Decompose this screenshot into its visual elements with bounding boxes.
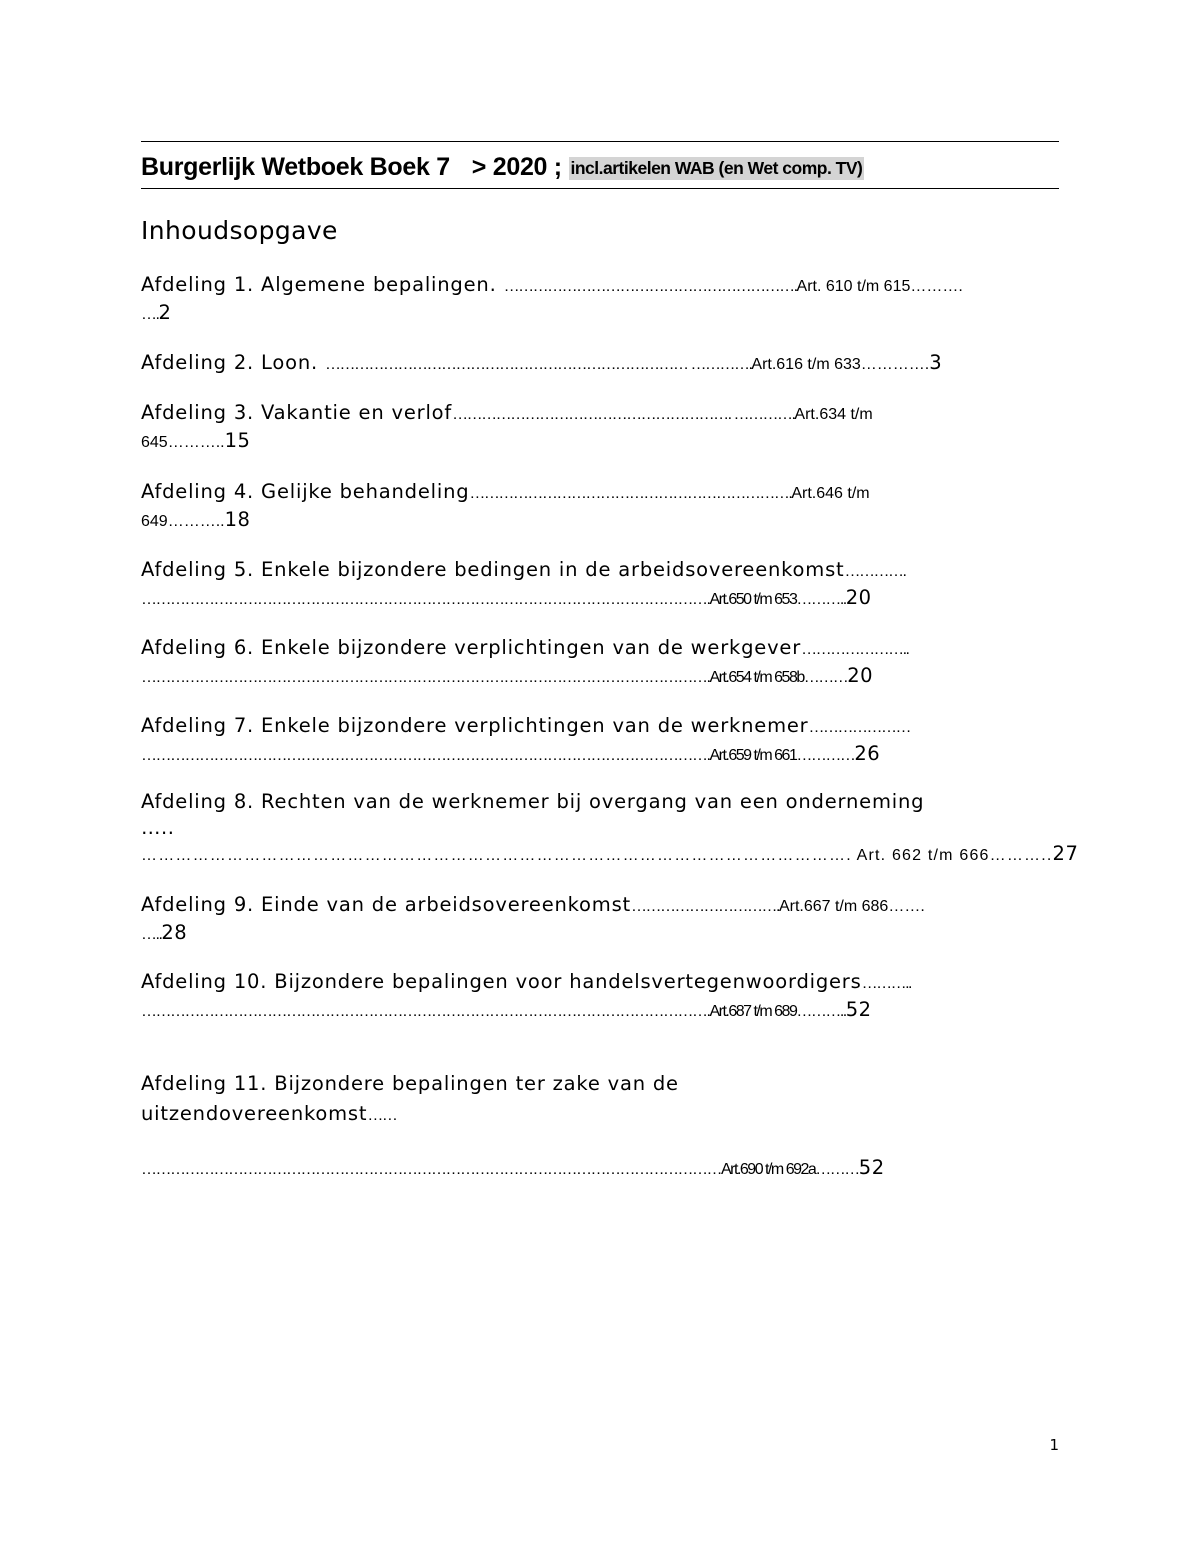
entry-articles: Art.646 t/m	[791, 485, 870, 502]
entry-articles: Art.634 t/m	[794, 406, 873, 423]
entry-leader: ……………………………………………………………………………………………………….Art.654 t/m 658b………	[141, 669, 848, 686]
entry-leader: …..	[141, 926, 162, 943]
header-top-rule	[141, 141, 1059, 142]
entry-leader: 645………..	[141, 434, 225, 451]
toc-entry-10[interactable]	[141, 969, 911, 1025]
entry-leader: ……	[367, 1107, 397, 1124]
entry-leader: …………………………………………………. ………….	[452, 406, 795, 423]
entry-leader: ….	[141, 306, 159, 323]
entry-title: Afdeling 9. Einde van de arbeidsovereenkomst	[141, 893, 631, 916]
entry-leader: 649………..	[141, 513, 225, 530]
title-main: Burgerlijk Wetboek Boek 7	[141, 153, 450, 181]
entry-title: Afdeling 2. Loon.	[141, 351, 325, 374]
entry-leader: ………….	[844, 563, 906, 580]
entry-articles: Art.667 t/m 686…….	[778, 898, 925, 915]
document-title	[141, 150, 864, 185]
entry-title: Afdeling 7. Enkele bijzondere verplichtingen van de werknemer	[141, 714, 809, 737]
toc-entry-4[interactable]	[141, 479, 870, 535]
title-note-highlight: incl.artikelen WAB (en Wet comp. TV)	[570, 158, 863, 178]
entry-title-continued: uitzendovereenkomst	[141, 1102, 368, 1125]
entry-page-number: 2	[158, 301, 172, 324]
entry-page-number: 20	[845, 586, 872, 609]
entry-title: Afdeling 4. Gelijke behandeling	[141, 480, 470, 503]
entry-leader: ………………………………………………………………… ………….	[325, 356, 752, 373]
entry-leader: ………..	[861, 975, 911, 992]
entry-title: Afdeling 3. Vakantie en verlof	[141, 401, 453, 424]
entry-leader: …………………………………………………………………………………………………………Art.690 t/m 692a………	[141, 1161, 859, 1178]
entry-leader: ……………………………………………………………………………………………………….Art.687 t/m 689………..	[141, 1003, 846, 1020]
entry-page-number: 52	[845, 998, 872, 1021]
entry-title: Afdeling 5. Enkele bijzondere bedingen in de arbeidsovereenkomst	[141, 558, 845, 581]
entry-title: Afdeling 10. Bijzondere bepalingen voor handelsvertegenwoordigers	[141, 970, 862, 993]
footer-page-number: 1	[1049, 1436, 1059, 1454]
toc-entry-9[interactable]	[141, 892, 925, 948]
entry-leader: …………………	[808, 719, 910, 736]
entry-title: Afdeling 6. Enkele bijzondere verplichtingen van de werkgever	[141, 636, 802, 659]
toc-entry-8[interactable]	[141, 789, 1078, 869]
entry-leader: …………………..	[801, 641, 909, 658]
title-suffix: > 2020 ;	[471, 153, 562, 181]
entry-page-number: 3	[929, 351, 943, 374]
entry-leader: ……………………………………………………………………………………………………….Art.659 t/m 661…………	[141, 747, 855, 764]
entry-title: Afdeling 8. Rechten van de werknemer bij overgang van een onderneming	[141, 790, 925, 813]
toc-entry-2[interactable]	[141, 350, 942, 378]
toc-entry-1[interactable]	[141, 272, 963, 328]
entry-page-number: 26	[854, 742, 881, 765]
entry-page-number: 20	[847, 664, 874, 687]
entry-leader: …..	[141, 816, 175, 839]
entry-leader: ……………………………………………………………………………………………………….Art.650 t/m 653………..	[141, 591, 846, 608]
entry-page-number: 28	[161, 921, 188, 944]
entry-articles: Art. 610 t/m 615……….	[796, 278, 963, 295]
entry-leader: ………………………………………………………….	[469, 485, 792, 502]
toc-entry-7[interactable]	[141, 713, 910, 769]
header-bottom-rule	[141, 188, 1059, 189]
toc-entry-11[interactable]	[141, 1069, 885, 1185]
toc-heading: Inhoudsopgave	[141, 216, 338, 245]
entry-page-number: 27	[1052, 842, 1079, 865]
entry-leader: ………………………….	[630, 898, 779, 915]
entry-leader: …………………………………………………….	[503, 278, 797, 295]
entry-title: Afdeling 11. Bijzondere bepalingen ter zake van de	[141, 1072, 679, 1095]
entry-leader: ……………………………………………………………………………………………………………. Art. 662 t/m 666………..	[141, 847, 1053, 864]
entry-title: Afdeling 1. Algemene bepalingen.	[141, 273, 504, 296]
toc-entry-5[interactable]	[141, 557, 905, 613]
entry-page-number: 15	[224, 429, 251, 452]
entry-page-number: 18	[224, 508, 251, 531]
toc-entry-3[interactable]	[141, 400, 873, 456]
entry-page-number: 52	[858, 1156, 885, 1179]
toc-entry-6[interactable]	[141, 635, 908, 691]
entry-articles: Art.616 t/m 633………….	[751, 356, 930, 373]
